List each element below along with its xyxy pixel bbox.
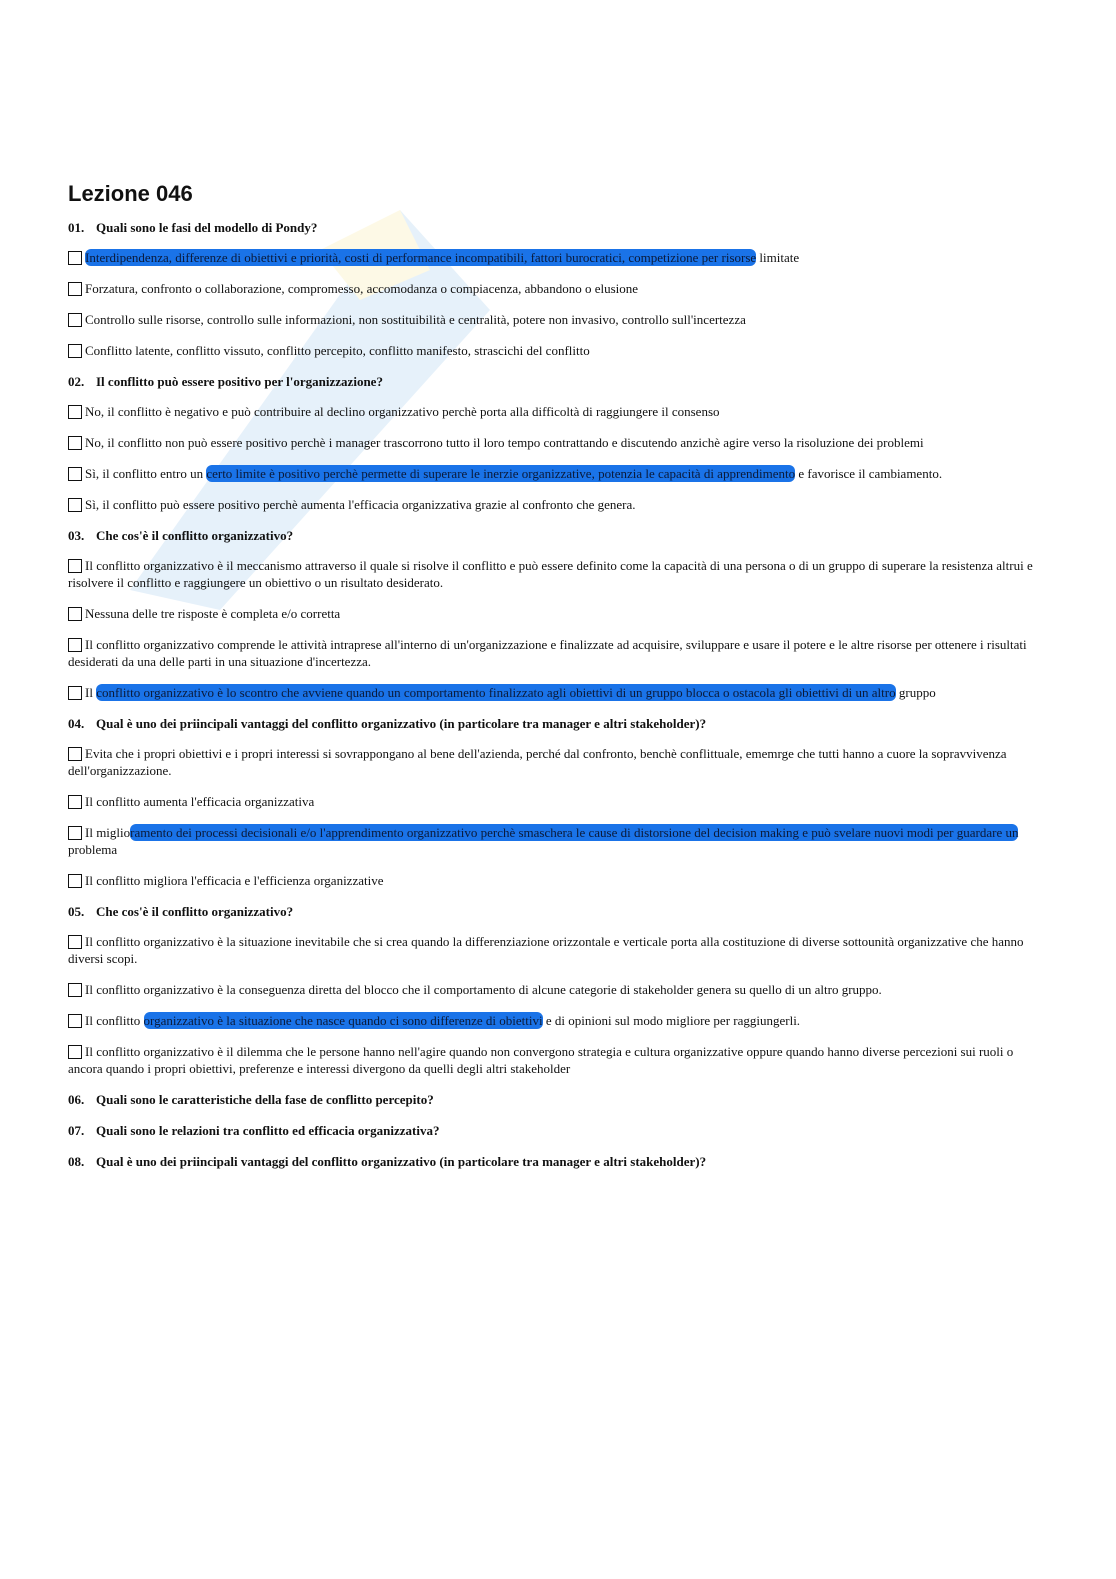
question-4 [68, 715, 1043, 889]
answer-checkbox[interactable] [68, 436, 82, 450]
answer-text: Il conflitto aumenta l'efficacia organizzativa [85, 794, 315, 809]
answer-text: e di opinioni sul modo migliore per raggiungerli. [542, 1013, 801, 1028]
answer-text: No, il conflitto non può essere positivo perchè i manager trascorrono tutto il loro tempo contrattando e discutendo anzichè agire verso la risoluzione dei problemi [85, 435, 924, 450]
answer-checkbox[interactable] [68, 344, 82, 358]
highlighted-answer-text: organizzativo è la situazione che nasce quando ci sono differenze di obiettivi [143, 1013, 543, 1028]
answer-option [68, 1012, 1043, 1029]
answer-checkbox[interactable] [68, 607, 82, 621]
answer-option [68, 793, 1043, 810]
answer-checkbox[interactable] [68, 826, 82, 840]
question-3 [68, 527, 1043, 701]
question-text: Che cos'è il conflitto organizzativo? [96, 904, 294, 919]
question-title [68, 1122, 1043, 1139]
answer-option [68, 684, 1043, 701]
answer-checkbox[interactable] [68, 795, 82, 809]
highlighted-answer-text: Interdipendenza, differenze di obiettivi e priorità, costi di performance incompatibili, fattori burocratici, competizione per risorse [85, 250, 757, 265]
answer-option [68, 605, 1043, 622]
answer-text: Il [85, 685, 97, 700]
document-page [68, 180, 1043, 1184]
question-text: Qual è uno dei priincipali vantaggi del conflitto organizzativo (in particolare tra manager e altri stakeholder)? [96, 1154, 707, 1169]
answer-text: Il conflitto organizzativo comprende le attività intraprese all'interno di un'organizzazione e finalizzate ad acquisire, sviluppare e usare il potere e le altre risorse per ottenere i risultati desiderati da una delle parti in una situazione d'incertezza. [68, 637, 1027, 669]
answer-text: Nessuna delle tre risposte è completa e/o corretta [85, 606, 341, 621]
answer-checkbox[interactable] [68, 686, 82, 700]
highlighted-answer-text: conflitto organizzativo è lo scontro che avviene quando un comportamento finalizzato agli obiettivi di un gruppo blocca o ostacola gli obiettivi di un altro [96, 685, 896, 700]
question-text: Il conflitto può essere positivo per l'organizzazione? [96, 374, 383, 389]
question-number: 05. [68, 904, 85, 919]
answer-checkbox[interactable] [68, 747, 82, 761]
answer-checkbox[interactable] [68, 405, 82, 419]
answer-text: Sì, il conflitto può essere positivo perchè aumenta l'efficacia organizzativa grazie al confronto che genera. [85, 497, 636, 512]
question-text: Quali sono le relazioni tra conflitto ed efficacia organizzativa? [96, 1123, 440, 1138]
answer-text: e favorisce il cambiamento. [795, 466, 943, 481]
answer-text: Il miglio [85, 825, 131, 840]
question-text: Quali sono le caratteristiche della fase de conflitto percepito? [96, 1092, 434, 1107]
question-text: Qual è uno dei priincipali vantaggi del conflitto organizzativo (in particolare tra manager e altri stakeholder)? [96, 716, 707, 731]
question-text: Che cos'è il conflitto organizzativo? [96, 528, 294, 543]
answer-checkbox[interactable] [68, 251, 82, 265]
answer-text: Sì, il conflitto entro un [85, 466, 207, 481]
answer-option [68, 249, 1043, 266]
answer-option [68, 824, 1043, 858]
highlighted-answer-text: certo limite è positivo perchè permette di superare le inerzie organizzative, potenzia le capacità di apprendimento [206, 466, 796, 481]
question-title [68, 903, 1043, 920]
question-number: 03. [68, 528, 85, 543]
question-title [68, 373, 1043, 390]
answer-text: Il conflitto organizzativo è la conseguenza diretta del blocco che il comportamento di alcune categorie di stakeholder genera su quello di un altro gruppo. [85, 982, 882, 997]
answer-checkbox[interactable] [68, 1045, 82, 1059]
answer-text: problema [68, 842, 118, 857]
answer-text: limitate [756, 250, 800, 265]
answer-option [68, 981, 1043, 998]
answer-option [68, 465, 1043, 482]
question-2 [68, 373, 1043, 513]
question-title [68, 715, 1043, 732]
answer-option [68, 403, 1043, 420]
answer-text: Conflitto latente, conflitto vissuto, conflitto percepito, conflitto manifesto, strascichi del conflitto [85, 343, 590, 358]
answer-option [68, 1043, 1043, 1077]
answer-checkbox[interactable] [68, 1014, 82, 1028]
question-number: 02. [68, 374, 85, 389]
question-number: 07. [68, 1123, 85, 1138]
answer-text: Il conflitto organizzativo è il dilemma che le persone hanno nell'agire quando non convergono strategia e cultura organizzative oppure quando hanno diverse percezioni sui ruoli o ancora quando i propri obiettivi, preferenze e interessi divergono da quelli degli altri stakeholder [68, 1044, 1014, 1076]
answer-checkbox[interactable] [68, 467, 82, 481]
answer-option [68, 933, 1043, 967]
answer-text: Il conflitto migliora l'efficacia e l'efficienza organizzative [85, 873, 384, 888]
question-title [68, 527, 1043, 544]
answer-text: gruppo [895, 685, 936, 700]
question-8 [68, 1153, 1043, 1170]
question-number: 08. [68, 1154, 85, 1169]
answer-checkbox[interactable] [68, 638, 82, 652]
answer-checkbox[interactable] [68, 282, 82, 296]
question-title [68, 219, 1043, 236]
question-number: 06. [68, 1092, 85, 1107]
answer-checkbox[interactable] [68, 498, 82, 512]
answer-checkbox[interactable] [68, 313, 82, 327]
question-list [68, 219, 1043, 1170]
question-title [68, 1091, 1043, 1108]
answer-option [68, 496, 1043, 513]
question-text: Quali sono le fasi del modello di Pondy? [96, 220, 318, 235]
answer-text: Il conflitto organizzativo è la situazione inevitabile che si crea quando la differenziazione orizzontale e verticale porta alla costituzione di diverse sottounità organizzative che hanno diversi scopi. [68, 934, 1024, 966]
question-number: 04. [68, 716, 85, 731]
question-title [68, 1153, 1043, 1170]
answer-option [68, 557, 1043, 591]
answer-option [68, 342, 1043, 359]
answer-text: Forzatura, confronto o collaborazione, compromesso, accomodanza o compiacenza, abbandono o elusione [85, 281, 639, 296]
question-5 [68, 903, 1043, 1077]
answer-text: Evita che i propri obiettivi e i propri interessi si sovrappongano al bene dell'azienda, perché dal confronto, benchè conflittuale, ememrge che tutti hanno a cuore la sopravvivenza dell'organizzazione. [68, 746, 1007, 778]
highlighted-answer-text: ramento dei processi decisionali e/o l'apprendimento organizzativo perchè smaschera le cause di distorsione del decision making e può svelare nuovi modi per guardare un [130, 825, 1019, 840]
answer-text: Il conflitto [85, 1013, 144, 1028]
question-6 [68, 1091, 1043, 1108]
answer-checkbox[interactable] [68, 559, 82, 573]
question-7 [68, 1122, 1043, 1139]
answer-text: Il conflitto organizzativo è il meccanismo attraverso il quale si risolve il conflitto e può essere definito come la capacità di una persona o di un gruppo di superare la resistenza altrui e risolvere il conflitto e raggiungere un obiettivo o un risultato desiderato. [68, 558, 1033, 590]
question-1 [68, 219, 1043, 359]
answer-option [68, 636, 1043, 670]
lesson-title: Lezione 046 [68, 181, 193, 206]
answer-text: No, il conflitto è negativo e può contribuire al declino organizzativo perchè porta alla difficoltà di raggiungere il consenso [85, 404, 720, 419]
answer-text: Controllo sulle risorse, controllo sulle informazioni, non sostituibilità e centralità, potere non invasivo, controllo sull'incertezza [85, 312, 746, 327]
answer-option [68, 745, 1043, 779]
question-number: 01. [68, 220, 85, 235]
answer-checkbox[interactable] [68, 874, 82, 888]
answer-option [68, 280, 1043, 297]
answer-checkbox[interactable] [68, 935, 82, 949]
answer-option [68, 434, 1043, 451]
answer-option [68, 311, 1043, 328]
answer-checkbox[interactable] [68, 983, 82, 997]
answer-option [68, 872, 1043, 889]
